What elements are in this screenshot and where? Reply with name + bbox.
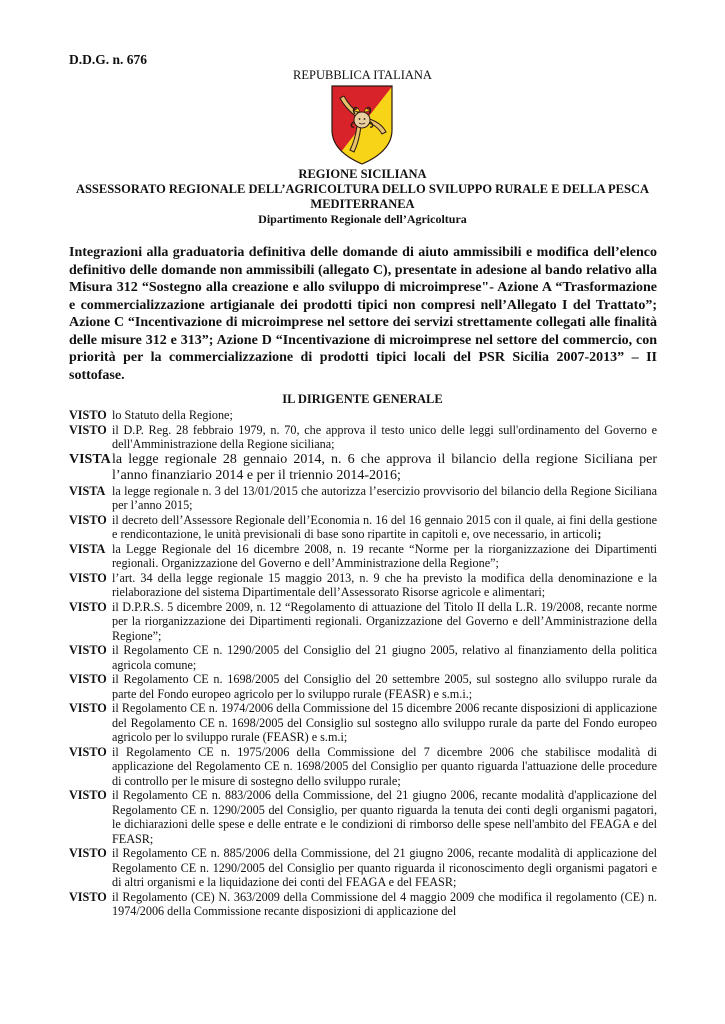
visto-item xyxy=(69,788,657,846)
decree-subject: Integrazioni alla graduatoria definitiva delle domande di aiuto ammissibili e modifica dell’elenco definitivo delle domande non ammissibili (allegato C), presentate in adesione al bando relativo alla Misura 312 “Sostegno alla creazione e allo sviluppo di microimprese"- Azione A “Trasformazione e commercializzazione artigianale dei prodotti tipici non compresi nell’Allegato I del Trattato”; Azione C “Incentivazione di microimprese nel settore dei servizi strettamente collegati alle finalità delle misure 312 e 313”; Azione D “Incentivazione di microimprese nel settore del commercio, con priorità per la commercializzazione di prodotti tipici locali del PSR Sicilia 2007-2013” – II sottofase. xyxy=(69,245,657,383)
visto-item xyxy=(69,408,657,423)
visto-text: la Legge Regionale del 16 dicembre 2008, n. 19 recante “Norme per la riorganizzazione dei Dipartimenti regionali. Organizzazione del Governo e dell’Amministrazione della Regione”; xyxy=(112,541,657,570)
visto-keyword: VISTA xyxy=(69,541,106,556)
visto-text: il decreto dell’Assessore Regionale dell’Economia n. 16 del 16 gennaio 2015 con il quale, ai fini della gestione e rendicontazione, le unità previsionali di base sono ripartite in capitoli e, ove necessario, in articoli xyxy=(112,512,657,541)
visto-text-tail: ; xyxy=(597,527,602,541)
visto-text: il Regolamento CE n. 885/2006 della Commissione, del 21 giugno 2006, recante modalità di applicazione del Regolamento CE n. 1290/2005 del Consiglio per quanto riguarda il riconoscimento degli organismi pagatori e di altri organismi e la liquidazione dei conti del FEAGA e del FEASR; xyxy=(112,846,657,889)
visto-text-wrap xyxy=(112,513,657,542)
visto-keyword: VISTO xyxy=(69,643,107,657)
visto-keyword: VISTA xyxy=(69,483,106,498)
republic-heading: REPUBBLICA ITALIANA xyxy=(293,68,432,82)
visto-keyword: VISTO xyxy=(69,422,107,437)
visto-keyword: VISTO xyxy=(69,846,107,860)
visto-text: il Regolamento CE n. 1698/2005 del Consiglio del 20 settembre 2005, sul sostegno allo sviluppo rurale da parte del Fondo europeo agricolo per lo sviluppo rurale (FEASR) e s.m.i.; xyxy=(112,672,657,701)
visto-item xyxy=(69,672,657,701)
visto-keyword: VISTO xyxy=(69,512,107,527)
trinacria-emblem-icon xyxy=(330,84,394,166)
assessorato-heading: ASSESSORATO REGIONALE DELL’AGRICOLTURA DELLO SVILUPPO RURALE E DELLA PESCA MEDITERRANEA xyxy=(75,182,650,211)
visto-text: la legge regionale n. 3 del 13/01/2015 che autorizza l’esercizio provvisorio del bilancio della Regione Siciliana per l’anno 2015; xyxy=(112,483,657,512)
visto-text: il Regolamento CE n. 883/2006 della Commissione, del 21 giugno 2006, recante modalità d'applicazione del Regolamento CE n. 1290/2005 del Consiglio, per quanto riguarda la tenuta dei conti degli organismi pagatori, le dichiarazioni delle spese e delle entrate e le condizioni di rimborso delle spese nell'ambito del FEAGA e del FEASR; xyxy=(112,788,657,846)
visto-text: la legge regionale 28 gennaio 2014, n. 6 che approva il bilancio della regione Siciliana per l’anno finanziario 2014 e per il triennio 2014-2016; xyxy=(112,451,657,483)
visto-text: il Regolamento CE n. 1290/2005 del Consiglio del 21 giugno 2005, relativo al finanziamento della politica agricola comune; xyxy=(112,643,657,672)
visto-text: il Regolamento CE n. 1975/2006 della Commissione del 7 dicembre 2006 che stabilisce modalità di applicazione del Regolamento CE n. 1698/2005 del Consiglio per quanto riguarda l'attuazione delle procedure di controllo per le misure di sostegno dello sviluppo rurale; xyxy=(112,744,657,788)
visto-item xyxy=(69,846,657,890)
decree-number: D.D.G. n. 676 xyxy=(69,52,148,67)
visto-keyword: VISTO xyxy=(69,744,107,759)
visto-keyword: VISTO xyxy=(69,701,107,715)
visto-text: il D.P.R.S. 5 dicembre 2009, n. 12 “Regolamento di attuazione del Titolo II della L.R. 19/2008, recante norme per la riorganizzazione dei Dipartimenti regionali. Organizzazione del Governo e dell’Amministrazione della Regione”; xyxy=(112,599,657,643)
visti-list xyxy=(69,408,657,919)
visto-keyword: VISTO xyxy=(69,599,107,614)
visto-item xyxy=(69,542,657,571)
visto-item xyxy=(69,484,657,513)
visto-text: il Regolamento CE n. 1974/2006 della Commissione del 15 dicembre 2006 recante disposizioni di applicazione del Regolamento CE n. 1698/2005 del Consiglio sul sostegno allo sviluppo rurale da parte del Fondo europeo agricolo per lo sviluppo rurale (FEASR) e s.m.i; xyxy=(112,701,657,744)
visto-item xyxy=(69,513,657,542)
visto-text: l’art. 34 della legge regionale 15 maggio 2013, n. 9 che ha previsto la modifica della denominazione e la rielaborazione del sistema Dipartimentale dell’Assessorato Risorse agricole e alimentari; xyxy=(112,570,657,599)
visto-keyword: VISTO xyxy=(69,788,107,802)
visto-item xyxy=(69,423,657,452)
director-general-title: IL DIRIGENTE GENERALE xyxy=(282,392,443,406)
department-heading: Dipartimento Regionale dell’Agricoltura xyxy=(258,212,467,226)
visto-keyword: VISTO xyxy=(69,672,107,686)
visto-keyword: VISTO xyxy=(69,570,107,585)
visto-item xyxy=(69,890,657,919)
visto-item xyxy=(69,600,657,644)
visto-item xyxy=(69,643,657,672)
visto-keyword: VISTO xyxy=(69,889,107,904)
visto-text: il Regolamento (CE) N. 363/2009 della Commissione del 4 maggio 2009 che modifica il regolamento (CE) n. 1974/2006 della Commissione recante disposizioni di applicazione del xyxy=(112,889,657,918)
visto-text: il D.P. Reg. 28 febbraio 1979, n. 70, che approva il testo unico delle leggi sull'ordinamento del Governo e dell'Amministrazione della Regione siciliana; xyxy=(112,422,657,451)
visto-item xyxy=(69,701,657,745)
visto-keyword: VISTO xyxy=(69,408,107,422)
region-heading: REGIONE SICILIANA xyxy=(298,167,427,181)
visto-text: lo Statuto della Regione; xyxy=(112,408,233,422)
visto-item xyxy=(69,452,657,484)
visto-item xyxy=(69,571,657,600)
visto-item xyxy=(69,745,657,789)
visto-keyword: VISTA xyxy=(69,451,111,467)
